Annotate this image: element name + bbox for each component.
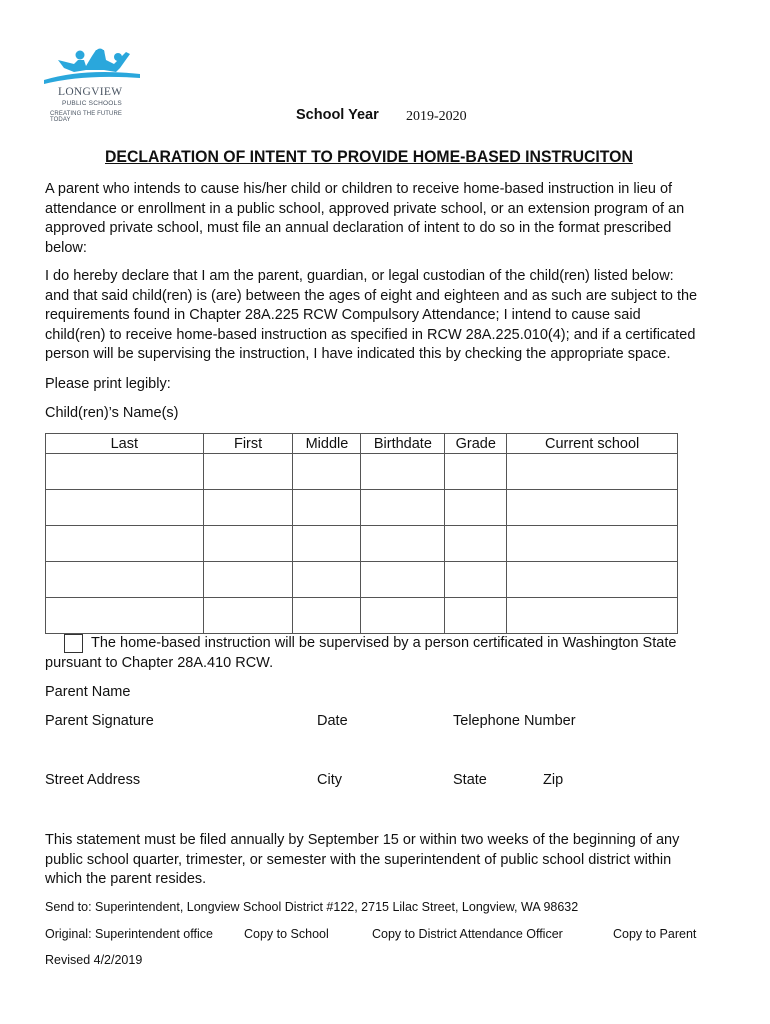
distribution-parent: Copy to Parent bbox=[613, 927, 697, 941]
filing-line: public school quarter, trimester, or semester with the superintendent of public school district within bbox=[45, 851, 672, 868]
table-cell[interactable] bbox=[203, 562, 293, 598]
distribution-original: Original: Superintendent office bbox=[45, 927, 213, 941]
table-cell[interactable] bbox=[293, 598, 361, 634]
zip-label: Zip bbox=[543, 772, 564, 788]
city-label: City bbox=[317, 772, 342, 788]
table-cell[interactable] bbox=[445, 562, 507, 598]
table-row bbox=[46, 598, 678, 634]
intro-line: attendance or enrollment in a public school, approved private school, or an extension program of an bbox=[45, 200, 685, 217]
col-header-grade: Grade bbox=[445, 434, 507, 454]
children-table bbox=[45, 433, 678, 634]
table-cell[interactable] bbox=[203, 526, 293, 562]
table-row bbox=[46, 526, 678, 562]
table-cell[interactable] bbox=[507, 562, 678, 598]
table-cell[interactable] bbox=[507, 526, 678, 562]
revised-date: Revised 4/2/2019 bbox=[45, 953, 143, 967]
intro-paragraph bbox=[45, 180, 735, 258]
table-cell[interactable] bbox=[361, 490, 445, 526]
print-legibly-note: Please print legibly: bbox=[45, 376, 171, 392]
declaration-line: I do hereby declare that I am the parent, guardian, or legal custodian of the child(ren) listed below: bbox=[45, 268, 674, 284]
parent-signature-label: Parent Signature bbox=[45, 713, 154, 729]
distribution-school: Copy to School bbox=[244, 927, 329, 941]
declaration-line: and that said child(ren) is (are) between the ages of eight and eighteen and as such are subject to the bbox=[45, 287, 698, 304]
table-cell[interactable] bbox=[46, 454, 204, 490]
table-cell[interactable] bbox=[445, 526, 507, 562]
table-cell[interactable] bbox=[203, 490, 293, 526]
table-cell[interactable] bbox=[445, 490, 507, 526]
table-cell[interactable] bbox=[293, 526, 361, 562]
declaration-paragraph bbox=[45, 267, 735, 365]
logo-tagline: CREATING THE FUTURE TODAY bbox=[50, 111, 123, 123]
send-to: Send to: Superintendent, Longview School District #122, 2715 Lilac Street, Longview, WA 98632 bbox=[45, 900, 579, 914]
children-label: Child(ren)’s Name(s) bbox=[45, 405, 179, 421]
filing-line: This statement must be filed annually by September 15 or within two weeks of the beginning of any bbox=[45, 832, 680, 848]
filing-statement bbox=[45, 831, 735, 890]
table-cell[interactable] bbox=[361, 562, 445, 598]
table-row bbox=[46, 562, 678, 598]
declaration-line: person will be supervising the instruction, I have indicated this by checking the appropriate space. bbox=[45, 346, 671, 363]
filing-line: which the parent resides. bbox=[45, 871, 207, 888]
table-cell[interactable] bbox=[445, 598, 507, 634]
table-cell[interactable] bbox=[445, 454, 507, 490]
school-year-value: 2019-2020 bbox=[406, 109, 467, 124]
table-cell[interactable] bbox=[361, 454, 445, 490]
table-cell[interactable] bbox=[46, 598, 204, 634]
district-logo bbox=[44, 46, 144, 126]
table-cell[interactable] bbox=[361, 526, 445, 562]
table-header-row bbox=[46, 434, 678, 454]
school-year-label: School Year bbox=[296, 107, 379, 123]
col-header-current-school: Current school bbox=[507, 434, 678, 454]
intro-line: below: bbox=[45, 239, 87, 256]
declaration-line: child(ren) to receive home-based instruction as specified in RCW 28A.225.010(4); and if a certificated bbox=[45, 326, 696, 343]
intro-line: approved private school, must file an annual declaration of intent to do so in the format prescribed bbox=[45, 220, 672, 237]
col-header-middle: Middle bbox=[293, 434, 361, 454]
certificated-line: The home-based instruction will be supervised by a person certificated in Washington State bbox=[91, 635, 677, 651]
table-row bbox=[46, 490, 678, 526]
table-cell[interactable] bbox=[507, 598, 678, 634]
table-cell[interactable] bbox=[507, 490, 678, 526]
table-cell[interactable] bbox=[293, 562, 361, 598]
date-label: Date bbox=[317, 713, 348, 729]
intro-line: A parent who intends to cause his/her child or children to receive home-based instruction in lieu of bbox=[45, 181, 673, 197]
street-address-label: Street Address bbox=[45, 772, 141, 788]
table-cell[interactable] bbox=[507, 454, 678, 490]
col-header-last: Last bbox=[46, 434, 204, 454]
table-cell[interactable] bbox=[203, 598, 293, 634]
table-cell[interactable] bbox=[46, 526, 204, 562]
certificated-statement bbox=[45, 634, 735, 673]
distribution-attendance: Copy to District Attendance Officer bbox=[372, 927, 563, 941]
certificated-line: pursuant to Chapter 28A.410 RCW. bbox=[45, 654, 274, 671]
table-cell[interactable] bbox=[46, 562, 204, 598]
table-cell[interactable] bbox=[293, 454, 361, 490]
logo-name: LONGVIEW bbox=[58, 86, 123, 98]
table-cell[interactable] bbox=[203, 454, 293, 490]
col-header-birthdate: Birthdate bbox=[361, 434, 445, 454]
declaration-line: requirements found in Chapter 28A.225 RCW Compulsory Attendance; I intend to cause said bbox=[45, 307, 641, 324]
logo-sub: PUBLIC SCHOOLS bbox=[62, 100, 122, 107]
parent-name-label: Parent Name bbox=[45, 684, 131, 700]
table-cell[interactable] bbox=[361, 598, 445, 634]
logo-figures-icon bbox=[44, 46, 144, 88]
state-label: State bbox=[453, 772, 487, 788]
table-row bbox=[46, 454, 678, 490]
page-title: DECLARATION OF INTENT TO PROVIDE HOME-BASED INSTRUCITON bbox=[105, 147, 633, 166]
table-cell[interactable] bbox=[293, 490, 361, 526]
telephone-label: Telephone Number bbox=[453, 713, 576, 729]
table-cell[interactable] bbox=[46, 490, 204, 526]
col-header-first: First bbox=[203, 434, 293, 454]
